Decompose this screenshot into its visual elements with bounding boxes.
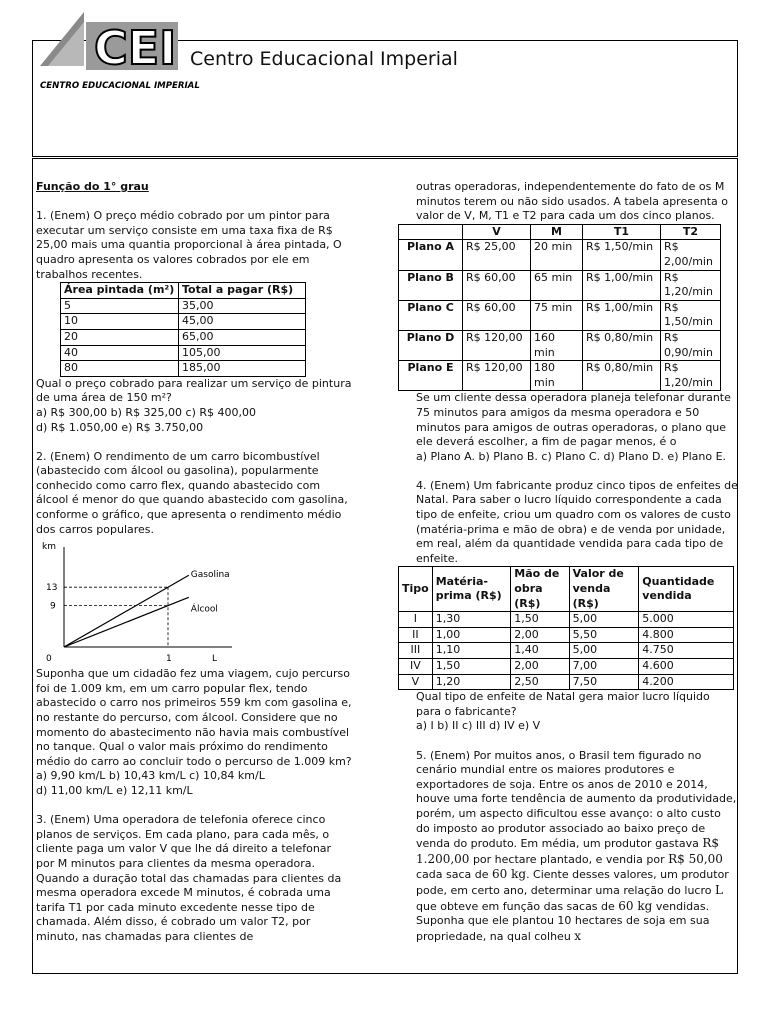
table-row (399, 361, 721, 391)
q5-price-sale: R$ 50,00 (668, 851, 723, 866)
logo-text: CEI (94, 21, 177, 75)
table-cell: R$ 1,20/min (661, 270, 721, 300)
logo-subtext: CENTRO EDUCACIONAL IMPERIAL (40, 81, 200, 91)
table-cell: 4.750 (639, 643, 734, 659)
chart-xtick-1: 1 (166, 654, 172, 665)
q5-bag-2: 60 kg (618, 898, 653, 913)
left-column (36, 180, 352, 945)
table-row (399, 674, 734, 690)
q5-text-f: vendidas. Suponha que ele plantou 10 hectares de soja em sua propriedade, na qual colheu (416, 899, 710, 943)
chart-ytick-9: 9 (50, 601, 56, 612)
table-cell: 1,10 (432, 643, 511, 659)
chart-xtick-0: 0 (46, 654, 52, 665)
table-cell: R$ 60,00 (463, 300, 531, 330)
q4-table-header (399, 567, 734, 612)
table-cell: 5,00 (569, 643, 639, 659)
table-header: T1 (583, 224, 661, 240)
fuel-chart (36, 539, 246, 663)
table-cell: 5 (61, 298, 179, 314)
table-row (399, 612, 734, 628)
table-row (399, 627, 734, 643)
q5-text-a: 5. (Enem) Por muitos anos, o Brasil tem figurado no cenário mundial entre os maiores produtores e exportadores de soja. Entre os anos de 2010 e 2014, houve uma forte tendência de aumento da produtividade, porém, um aspecto dificultou esse avanço: o alto custo do imposto ao produtor associado ao baixo preço de venda do produto. Em média, um produtor gastava (416, 748, 737, 851)
table-row (399, 300, 721, 330)
table-cell: 180 min (531, 361, 583, 391)
table-row (61, 298, 306, 314)
table-header (399, 224, 463, 240)
table-cell: R$ 0,90/min (661, 330, 721, 360)
table-cell: 1,50 (511, 612, 569, 628)
alcool-line (64, 598, 189, 648)
table-cell: 20 (61, 329, 179, 345)
q4-question: Qual tipo de enfeite de Natal gera maior lucro líquido para o fabricante? (416, 690, 710, 718)
table-cell: 75 min (531, 300, 583, 330)
gasolina-line (64, 575, 189, 647)
table-row (61, 361, 306, 377)
table-cell: R$ 1,50/min (583, 240, 661, 270)
table-cell: 2,00 (511, 627, 569, 643)
table-cell: 4.800 (639, 627, 734, 643)
q3-table (398, 224, 721, 392)
chart-xlabel: L (212, 654, 218, 665)
table-cell: R$ 2,00/min (661, 240, 721, 270)
table-cell: R$ 120,00 (463, 361, 531, 391)
table-cell: IV (399, 659, 433, 675)
q5-text-b: por hectare plantado, e vendia por (472, 852, 665, 866)
q5-bag: 60 kg (492, 867, 527, 882)
table-cell: R$ 60,00 (463, 270, 531, 300)
table-row (399, 330, 721, 360)
table-cell: 1,00 (432, 627, 511, 643)
table-cell: R$ 0,80/min (583, 330, 661, 360)
table-cell: 1,40 (511, 643, 569, 659)
table-header: Matéria-prima (R$) (432, 567, 511, 612)
q4-text: 4. (Enem) Um fabricante produz cinco tipos de enfeites de Natal. Para saber o lucro líquido correspondente a cada tipo de enfeite, criou um quadro com os valores de custo (matéria-prima e mão de obra) e de venda por unidade, em real, além da quantidade vendida para cada tipo de enfeite. (416, 478, 738, 565)
table-row (399, 643, 734, 659)
table-row (61, 314, 306, 330)
table-cell: R$ 1,00/min (583, 300, 661, 330)
q4-table (398, 566, 734, 690)
table-cell: 7,00 (569, 659, 639, 675)
q2-text-2: Suponha que um cidadão fez uma viagem, cujo percurso foi de 1.009 km, em um carro popular flex, tendo abastecido o carro nos primeiros 559 km com gasolina e, no restante do percurso, com álcool. Considere que no momento do abastecimento não havia mais combustível no tanque. Qual o valor mais próximo do rendimento médio do carro ao concluir todo o percurso de 1.009 km? (36, 667, 352, 768)
table-cell: Plano C (399, 300, 463, 330)
table-cell: Plano B (399, 270, 463, 300)
table-cell: 1,20 (432, 674, 511, 690)
q2-text: 2. (Enem) O rendimento de um carro bicombustível (abastecido com álcool ou gasolina), popularmente conhecido como carro flex, quando abastecido com álcool é menor do que quando abastecido com gasolina, conforme o gráfico, que apresenta o rendimento médio dos carros populares. (36, 449, 348, 536)
q4-options: a) I b) II c) III d) IV e) V (416, 719, 541, 733)
table-cell: Plano A (399, 240, 463, 270)
table-cell: 35,00 (179, 298, 306, 314)
table-cell: R$ 25,00 (463, 240, 531, 270)
table-cell: 4.600 (639, 659, 734, 675)
q1-table (60, 282, 306, 377)
q1-options-2: d) R$ 1.050,00 e) R$ 3.750,00 (36, 420, 204, 434)
table-cell: 4.200 (639, 674, 734, 690)
q3-question: Se um cliente dessa operadora planeja telefonar durante 75 minutos para amigos da mesma operadora e 50 minutos para amigos de outras operadoras, o plano que ele deverá escolher, a fim de pagar menos, é o (416, 391, 731, 449)
q1-table-header (61, 283, 306, 299)
table-cell: 2,00 (511, 659, 569, 675)
table-cell: 2,50 (511, 674, 569, 690)
chart-ylabel: km (42, 542, 56, 553)
table-row (61, 345, 306, 361)
section-title: Função do 1° grau (36, 180, 149, 193)
table-header: Valor de venda (R$) (569, 567, 639, 612)
table-cell: V (399, 674, 433, 690)
table-cell: 80 (61, 361, 179, 377)
table-header: Mão de obra (R$) (511, 567, 569, 612)
table-cell: 5.000 (639, 612, 734, 628)
table-cell: R$ 120,00 (463, 330, 531, 360)
q1-text: 1. (Enem) O preço médio cobrado por um pintor para executar um serviço consiste em uma taxa fixa de R$ 25,00 mais uma quantia proporcional à área pintada, O quadro apresenta os valores cobrados por ele em trabalhos recentes. (36, 209, 342, 281)
table-cell: 65 min (531, 270, 583, 300)
table-cell: Plano D (399, 330, 463, 360)
table-cell: 1,50 (432, 659, 511, 675)
table-cell: 45,00 (179, 314, 306, 330)
q5-price-cost: R$ 1.200,00 (416, 836, 720, 866)
q5-text-c: cada saca de (416, 868, 489, 882)
table-cell: R$ 1,00/min (583, 270, 661, 300)
table-cell: 185,00 (179, 361, 306, 377)
table-header: V (463, 224, 531, 240)
table-cell: 1,30 (432, 612, 511, 628)
legend-gasolina: Gasolina (190, 570, 230, 581)
table-cell: 5,00 (569, 612, 639, 628)
q3-table-header (399, 224, 721, 240)
table-cell: 20 min (531, 240, 583, 270)
table-cell: III (399, 643, 433, 659)
chart-ytick-13: 13 (46, 583, 58, 594)
table-header: Quantidade vendida (639, 567, 734, 612)
q3-options: a) Plano A. b) Plano B. c) Plano C. d) Plano D. e) Plano E. (416, 449, 727, 463)
page-title: Centro Educacional Imperial (190, 48, 458, 70)
q1-question: Qual o preço cobrado para realizar um serviço de pintura de uma área de 150 m²? (36, 376, 352, 405)
table-cell: R$ 0,80/min (583, 361, 661, 391)
q2-options-2: d) 11,00 km/L e) 12,11 km/L (36, 784, 193, 797)
table-cell: I (399, 612, 433, 628)
q5-text-e: que obteve em função das sacas de (416, 899, 615, 913)
table-row (399, 270, 721, 300)
q1-header-total: Total a pagar (R$) (179, 283, 306, 299)
q5-var-l: L (715, 882, 723, 897)
table-cell: R$ 1,50/min (661, 300, 721, 330)
table-header: M (531, 224, 583, 240)
legend-alcool: Álcool (190, 604, 218, 615)
table-cell: 105,00 (179, 345, 306, 361)
table-cell: 160 min (531, 330, 583, 360)
cei-logo (38, 8, 200, 92)
table-row (399, 240, 721, 270)
table-cell: 40 (61, 345, 179, 361)
table-cell: 65,00 (179, 329, 306, 345)
table-cell: II (399, 627, 433, 643)
right-column (402, 180, 738, 944)
q5-var-x: x (574, 928, 582, 943)
q2-options-1: a) 9,90 km/L b) 10,43 km/L c) 10,84 km/L (36, 769, 265, 783)
q3-text-cont: outras operadoras, independentemente do fato de os M minutos terem ou não sido usados. A tabela apresenta o valor de V, M, T1 e T2 para cada um dos cinco planos. (416, 180, 728, 223)
table-row (399, 659, 734, 675)
table-cell: Plano E (399, 361, 463, 391)
q5-text (416, 749, 738, 945)
table-cell: 5,50 (569, 627, 639, 643)
q1-header-area: Área pintada (m²) (61, 283, 179, 299)
q5-text-d: . Ciente desses valores, um produtor pode, em certo ano, determinar uma relação do lucro (416, 868, 729, 897)
table-cell: R$ 1,20/min (661, 361, 721, 391)
q1-options-1: a) R$ 300,00 b) R$ 325,00 c) R$ 400,00 (36, 405, 257, 419)
table-cell: 10 (61, 314, 179, 330)
q3-text: 3. (Enem) Uma operadora de telefonia oferece cinco planos de serviços. Em cada plano, para cada mês, o cliente paga um valor V que lhe dá direito a telefonar por M minutos para clientes da mesma operadora. Quando a duração total das chamadas para clientes da mesma operadora excede M minutos, é cobrada uma tarifa T1 por cada minuto excedente nesse tipo de chamada. Além disso, é cobrado um valor T2, por minuto, nas chamadas para clientes de (36, 813, 342, 943)
table-header: Tipo (399, 567, 433, 612)
table-cell: 7,50 (569, 674, 639, 690)
table-header: T2 (661, 224, 721, 240)
table-row (61, 329, 306, 345)
